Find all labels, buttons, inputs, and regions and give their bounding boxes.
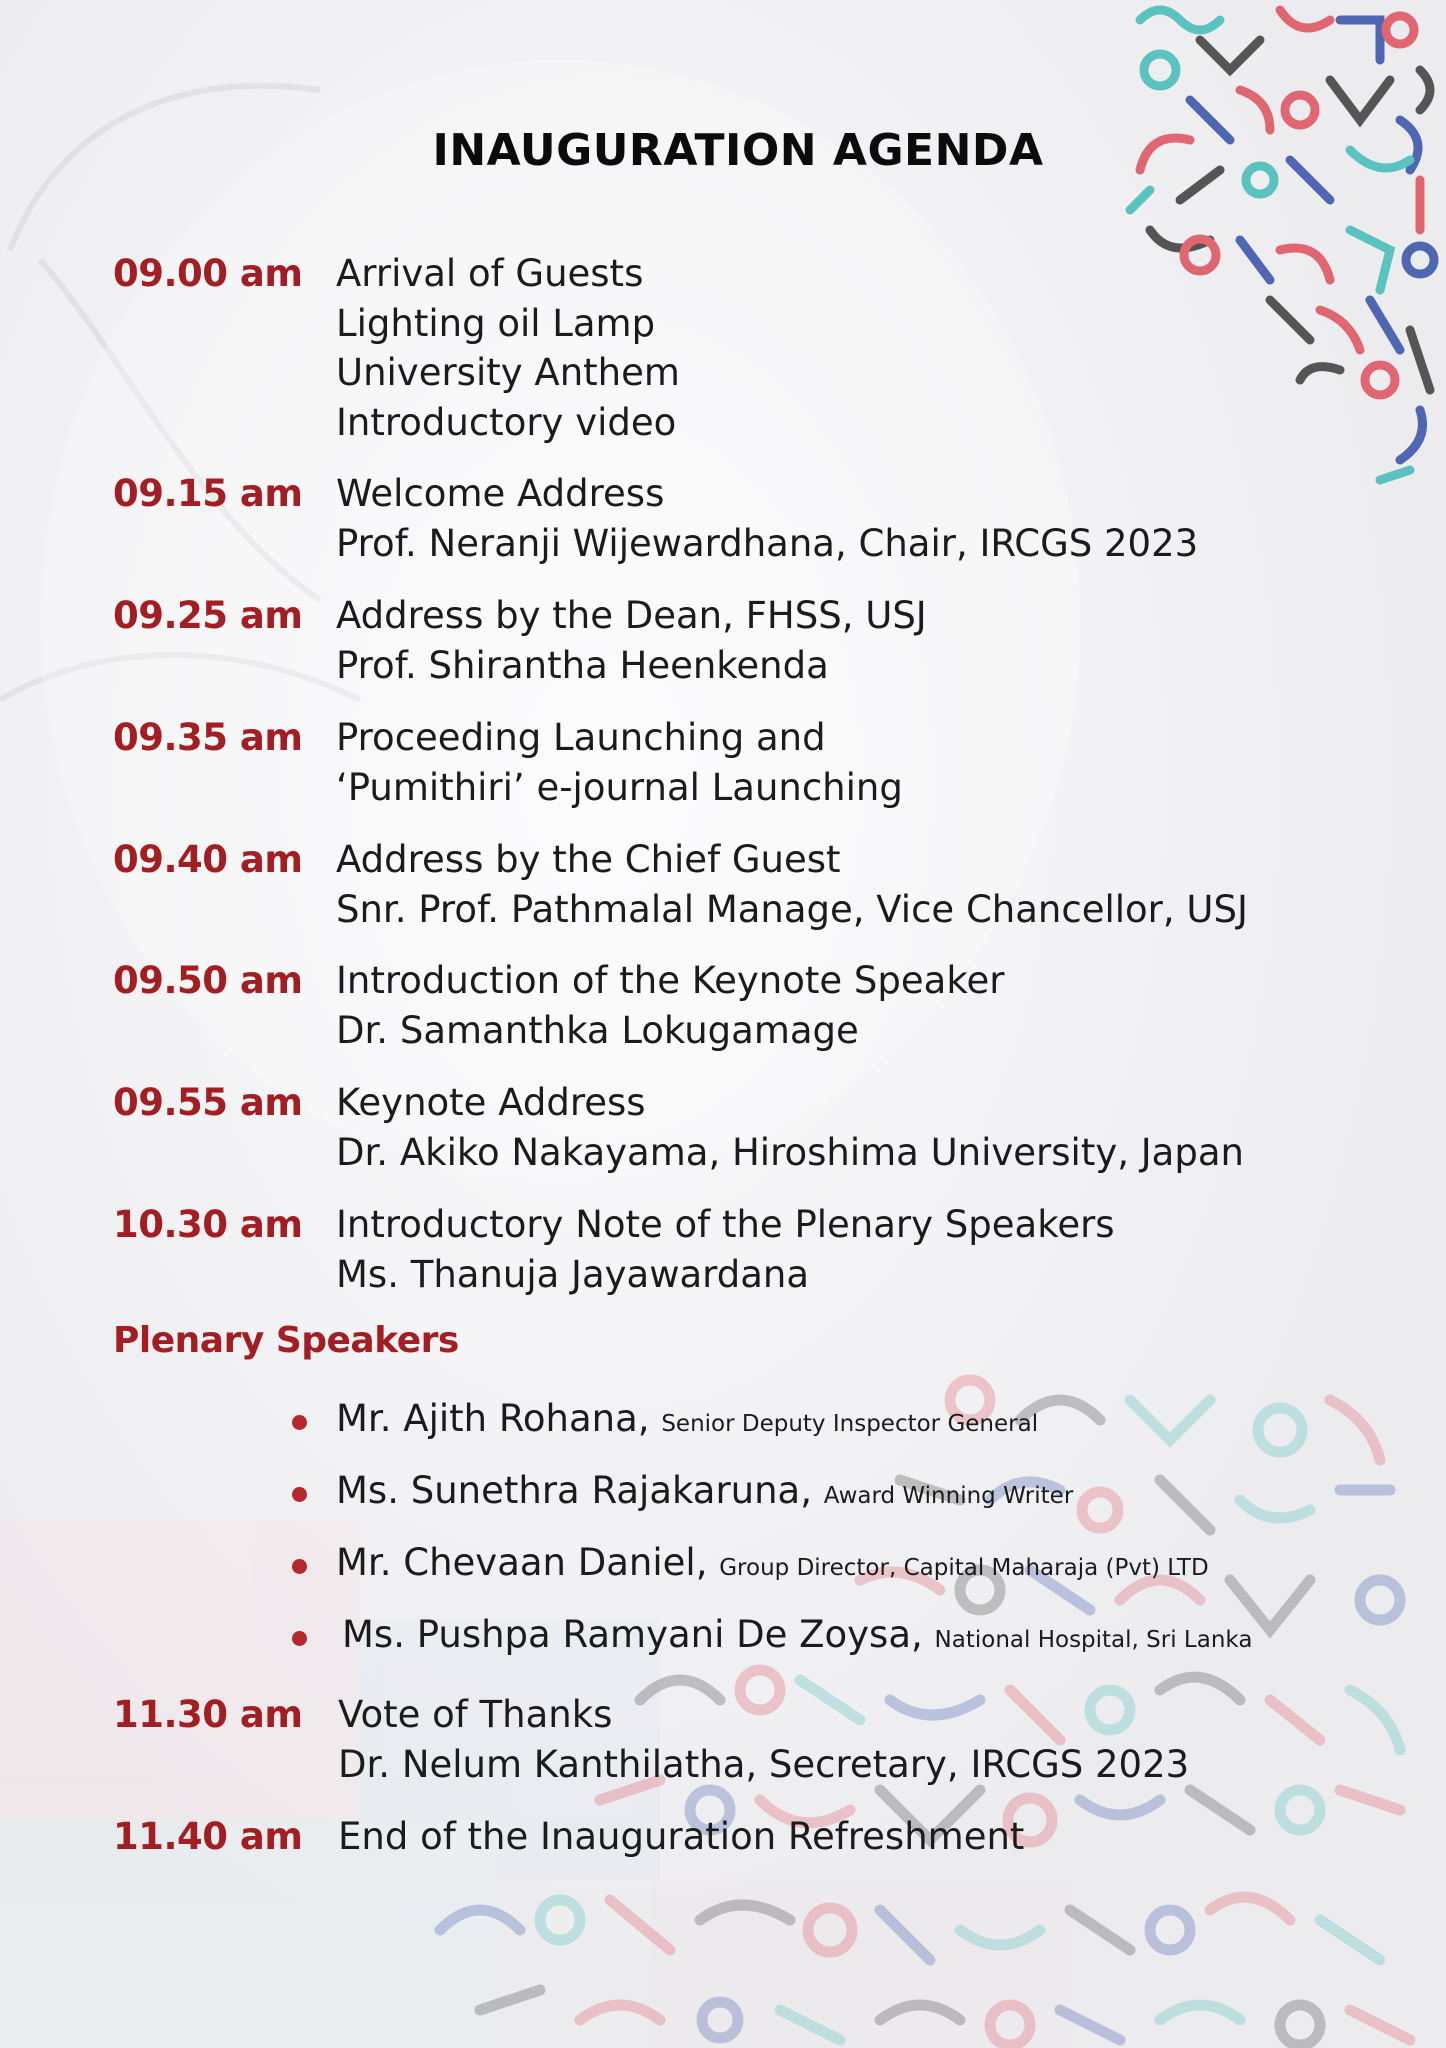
speaker-entry: Ms. Sunethra Rajakaruna, Award Winning Writer: [336, 1469, 1074, 1512]
agenda-details: [336, 1078, 1244, 1177]
agenda-line: Vote of Thanks: [338, 1693, 613, 1736]
agenda-time: 09.35 am: [113, 716, 303, 759]
bullet-icon: [292, 1631, 307, 1646]
speaker-entry: Ms. Pushpa Ramyani De Zoysa, National Hospital, Sri Lanka: [342, 1613, 1253, 1656]
agenda-details: [336, 591, 927, 690]
agenda-line: End of the Inauguration Refreshment: [338, 1815, 1025, 1858]
agenda-details: [338, 1812, 1024, 1862]
agenda-details: [336, 713, 903, 812]
agenda-line: Ms. Thanuja Jayawardana: [336, 1252, 809, 1296]
agenda-line: Dr. Nelum Kanthilatha, Secretary, IRCGS 2023: [338, 1742, 1190, 1786]
agenda-time: 09.25 am: [113, 594, 303, 637]
agenda-time: 09.40 am: [113, 838, 303, 881]
agenda-time: 09.00 am: [113, 252, 303, 295]
speaker-role: Senior Deputy Inspector General: [661, 1411, 1039, 1437]
agenda-details: [338, 1690, 1189, 1789]
speaker-entry: Mr. Chevaan Daniel, Group Director, Capital Maharaja (Pvt) LTD: [336, 1541, 1209, 1584]
agenda-line: Prof. Shirantha Heenkenda: [336, 643, 829, 687]
agenda-line: Arrival of Guests: [336, 252, 644, 295]
agenda-line: Proceeding Launching and: [336, 716, 826, 759]
agenda-time: 09.50 am: [113, 959, 303, 1002]
agenda-time: 09.55 am: [113, 1081, 303, 1124]
agenda-line: Dr. Akiko Nakayama, Hiroshima University, Japan: [336, 1130, 1244, 1174]
agenda-line: Introduction of the Keynote Speaker: [336, 959, 1005, 1002]
agenda-line: Keynote Address: [336, 1081, 646, 1124]
agenda-line: ‘Pumithiri’ e-journal Launching: [336, 765, 903, 809]
agenda-line: University Anthem: [336, 351, 680, 394]
agenda-details: [336, 249, 680, 447]
agenda-time: 09.15 am: [113, 472, 303, 515]
agenda-details: [336, 835, 1248, 934]
page-title: INAUGURATION AGENDA: [432, 125, 1044, 176]
speaker-role: National Hospital, Sri Lanka: [934, 1627, 1253, 1653]
speaker-name: Mr. Ajith Rohana: [336, 1397, 638, 1440]
speaker-role: Award Winning Writer: [823, 1483, 1074, 1509]
speaker-entry: Mr. Ajith Rohana, Senior Deputy Inspector General: [336, 1397, 1039, 1440]
agenda-line: Lighting oil Lamp: [336, 301, 656, 345]
agenda-line: Dr. Samanthka Lokugamage: [336, 1008, 859, 1052]
speaker-name: Mr. Chevaan Daniel: [336, 1541, 696, 1584]
agenda-line: Snr. Prof. Pathmalal Manage, Vice Chancellor, USJ: [336, 887, 1248, 931]
speaker-name: Ms. Sunethra Rajakaruna: [336, 1469, 801, 1512]
agenda-line: Welcome Address: [336, 472, 665, 515]
agenda-time: 11.40 am: [113, 1815, 303, 1858]
agenda-line: Address by the Chief Guest: [336, 838, 841, 881]
agenda-details: [336, 469, 1198, 568]
bullet-icon: [292, 1487, 307, 1502]
agenda-line: Introductory video: [336, 400, 677, 444]
agenda-time: 10.30 am: [113, 1203, 303, 1246]
bullet-icon: [292, 1559, 307, 1574]
agenda-line: Prof. Neranji Wijewardhana, Chair, IRCGS 2023: [336, 521, 1199, 565]
agenda-details: [336, 956, 1004, 1055]
agenda-details: [336, 1200, 1115, 1299]
bullet-icon: [292, 1415, 307, 1430]
plenary-heading: Plenary Speakers: [113, 1320, 459, 1361]
agenda-time: 11.30 am: [113, 1693, 303, 1736]
agenda-line: Address by the Dean, FHSS, USJ: [336, 594, 927, 637]
speaker-role: Group Director, Capital Maharaja (Pvt) LTD: [719, 1555, 1209, 1581]
agenda-line: Introductory Note of the Plenary Speakers: [336, 1203, 1115, 1246]
speaker-name: Ms. Pushpa Ramyani De Zoysa: [342, 1613, 912, 1656]
